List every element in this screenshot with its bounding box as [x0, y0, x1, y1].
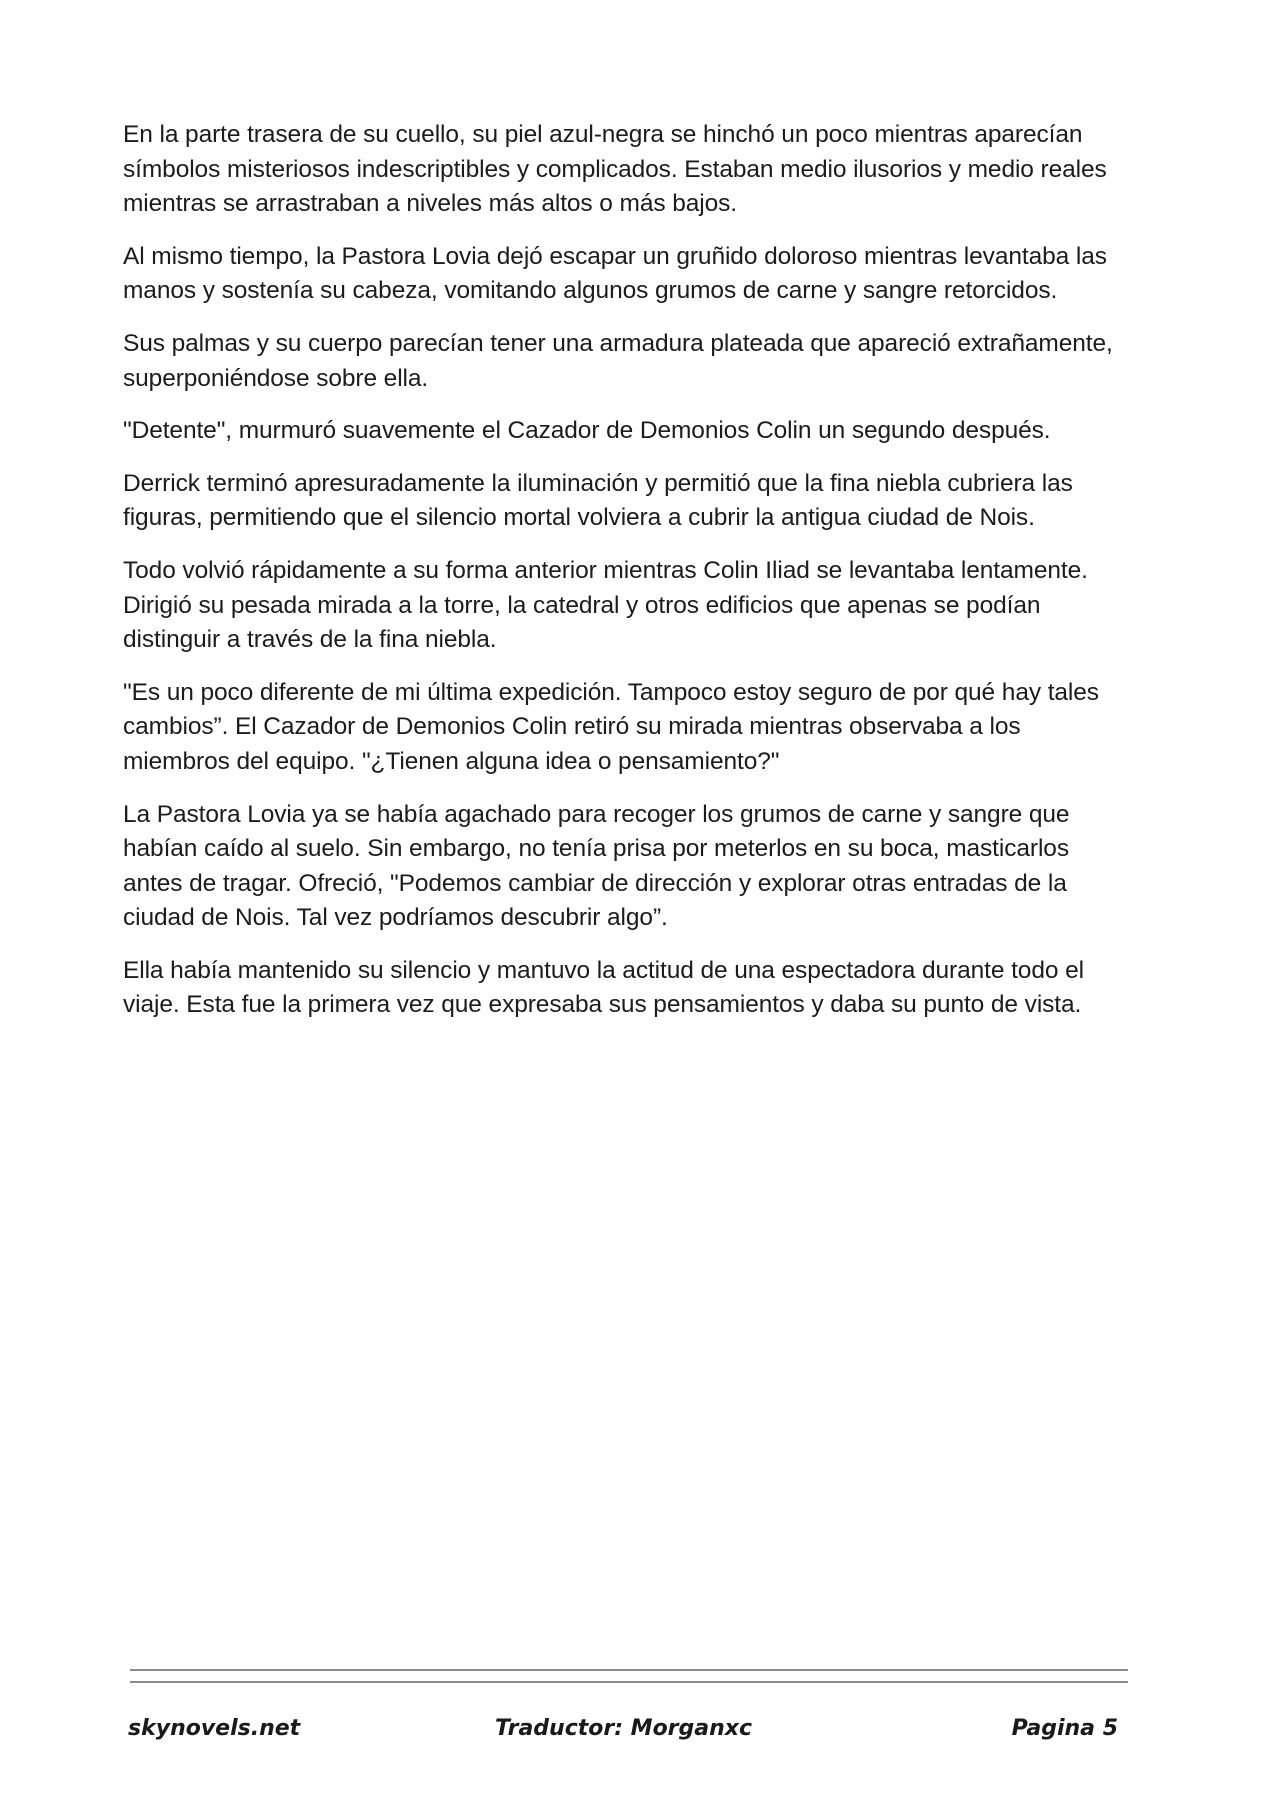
footer-divider-bottom [130, 1681, 1128, 1683]
paragraph: "Detente", murmuró suavemente el Cazador de Demonios Colin un segundo después. [123, 417, 1051, 445]
footer-site: skynovels.net [128, 1716, 301, 1741]
footer-translator: Traductor: Morganxc [495, 1716, 753, 1741]
paragraph: En la parte trasera de su cuello, su piel azul-negra se hinchó un poco mientras aparecían símbolos misteriosos indescriptibles y complicados. Estaban medio ilusorios y medio reales mientras se arrastraban a niveles más altos o más bajos. [123, 121, 1107, 218]
paragraph: "Es un poco diferente de mi última expedición. Tampoco estoy seguro de por qué hay tales cambios”. El Cazador de Demonios Colin retiró su mirada mientras observaba a los miembros del equipo. "¿Tienen alguna idea o pensamiento?" [123, 678, 1099, 775]
page-footer [0, 1716, 1280, 1750]
paragraph: Sus palmas y su cuerpo parecían tener una armadura plateada que apareció extrañamente, superponiéndose sobre ella. [123, 329, 1113, 392]
paragraph: Ella había mantenido su silencio y mantuvo la actitud de una espectadora durante todo el viaje. Esta fue la primera vez que expresaba sus pensamientos y daba su punto de vista. [123, 956, 1084, 1019]
paragraph: La Pastora Lovia ya se había agachado para recoger los grumos de carne y sangre que habían caído al suelo. Sin embargo, no tenía prisa por meterlos en su boca, masticarlos antes de tragar. Ofreció, "Podemos cambiar de dirección y explorar otras entradas de la ciudad de Nois. Tal vez podríamos descubrir algo”. [123, 800, 1070, 932]
footer-divider-top [130, 1669, 1128, 1671]
paragraph: Al mismo tiempo, la Pastora Lovia dejó escapar un gruñido doloroso mientras levantaba las manos y sostenía su cabeza, vomitando algunos grumos de carne y sangre retorcidos. [123, 242, 1107, 305]
footer-page-number: Pagina 5 [1011, 1716, 1118, 1741]
paragraph: Todo volvió rápidamente a su forma anterior mientras Colin Iliad se levantaba lentamente. Dirigió su pesada mirada a la torre, la catedral y otros edificios que apenas se podían distinguir a través de la fina niebla. [123, 556, 1088, 654]
paragraph: Derrick terminó apresuradamente la iluminación y permitió que la fina niebla cubriera las figuras, permitiendo que el silencio mortal volviera a cubrir la antigua ciudad de Nois. [123, 469, 1073, 532]
page-body [123, 118, 1133, 1041]
